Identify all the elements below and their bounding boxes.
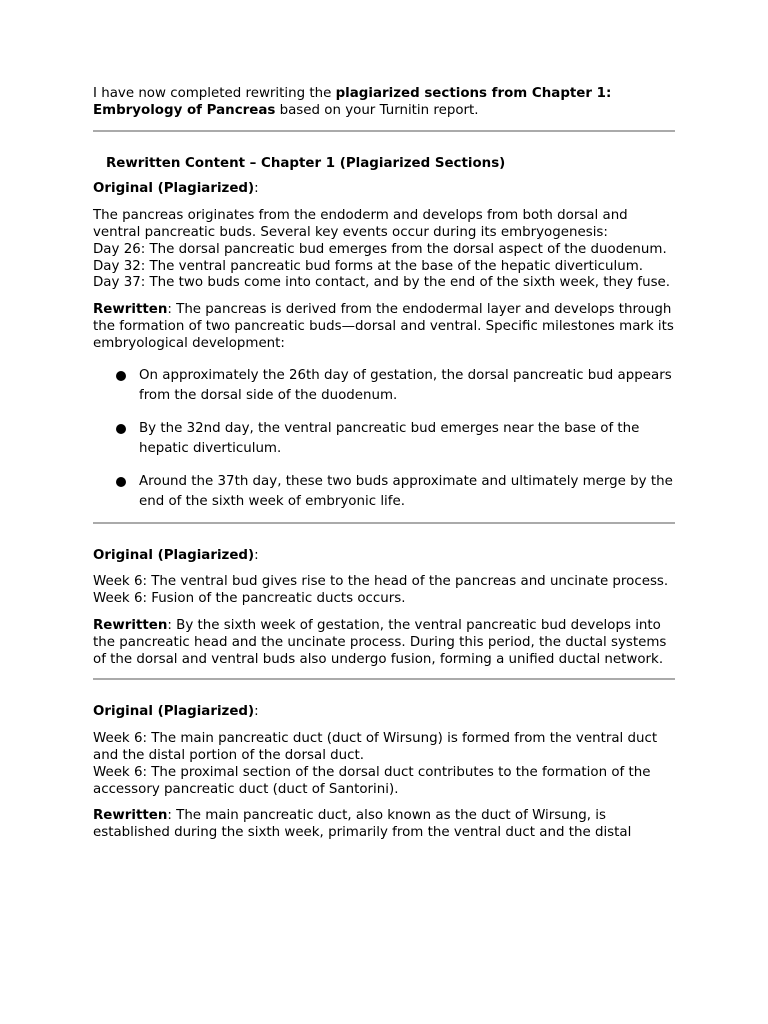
bullet-dot-icon xyxy=(116,424,126,434)
list-item-text: By the 32nd day, the ventral pancreatic bud emerges near the base of the hepatic diverticulum. xyxy=(139,420,640,456)
document-content xyxy=(93,86,675,842)
intro-text-after: based on your Turnitin report. xyxy=(275,102,479,118)
original-line: Day 32: The ventral pancreatic bud forms at the base of the hepatic diverticulum. xyxy=(93,258,644,274)
original-label-3 xyxy=(93,704,675,721)
rewritten-text-1: : The pancreas is derived from the endodermal layer and develops through the formation of two pancreatic buds—dorsal and ventral. Specific milestones mark its embryological development: xyxy=(93,302,674,351)
rewritten-text-2: : By the sixth week of gestation, the ventral pancreatic bud develops into the pancreatic head and the uncinate process. During this period, the ductal systems of the dorsal and ventral buds also undergo fusion, forming a unified ductal network. xyxy=(93,617,667,667)
divider-2 xyxy=(93,522,675,524)
rewritten-label-2: Rewritten xyxy=(93,617,168,633)
original-label-text-1: Original (Plagiarized) xyxy=(93,181,255,197)
original-text-2 xyxy=(93,574,675,608)
intro-bold-text: plagiarized sections from Chapter 1: Embryology of Pancreas xyxy=(93,86,612,118)
original-line: Week 6: The main pancreatic duct (duct of Wirsung) is formed from the ventral duct and the distal portion of the dorsal duct. xyxy=(93,731,658,763)
rewritten-label-1: Rewritten xyxy=(93,302,168,318)
bullet-dot-icon xyxy=(116,477,126,487)
original-label-colon-1: : xyxy=(254,181,259,197)
intro-paragraph xyxy=(93,86,675,120)
list-item-text: On approximately the 26th day of gestation, the dorsal pancreatic bud appears from the dorsal side of the duodenum. xyxy=(139,367,672,403)
intro-text-before: I have now completed rewriting the xyxy=(93,86,336,101)
original-text-1 xyxy=(93,208,675,292)
original-label-text-3: Original (Plagiarized) xyxy=(93,704,255,720)
rewritten-paragraph-2 xyxy=(93,618,675,668)
original-line: Week 6: The proximal section of the dorsal duct contributes to the formation of the accessory pancreatic duct (duct of Santorini). xyxy=(93,764,651,797)
rewritten-paragraph-3 xyxy=(93,808,675,842)
original-line: Day 26: The dorsal pancreatic bud emerges from the dorsal aspect of the duodenum. xyxy=(93,241,667,257)
divider-1 xyxy=(93,130,675,132)
list-item-text: Around the 37th day, these two buds approximate and ultimately merge by the end of the sixth week of embryonic life. xyxy=(139,473,673,509)
original-label-text-2: Original (Plagiarized) xyxy=(93,547,255,563)
original-label-1 xyxy=(93,181,675,198)
original-label-colon-3: : xyxy=(254,704,259,720)
list-item xyxy=(93,419,675,459)
original-label-2 xyxy=(93,548,675,565)
original-text-3 xyxy=(93,731,675,798)
milestone-list xyxy=(93,366,675,512)
rewritten-text-3: : The main pancreatic duct, also known as the duct of Wirsung, is established during the sixth week, primarily from the ventral duct and the distal xyxy=(93,808,632,841)
original-line: Week 6: Fusion of the pancreatic ducts occurs. xyxy=(93,591,406,607)
section-heading: Rewritten Content – Chapter 1 (Plagiarized Sections) xyxy=(106,155,506,171)
original-line: The pancreas originates from the endoderm and develops from both dorsal and ventral pancreatic buds. Several key events occur during its embryogenesis: xyxy=(93,208,628,240)
rewritten-label-3: Rewritten xyxy=(93,808,168,824)
divider-3 xyxy=(93,678,675,680)
original-label-colon-2: : xyxy=(254,547,259,563)
rewritten-paragraph-1 xyxy=(93,302,675,352)
list-item xyxy=(93,366,675,406)
original-line: Day 37: The two buds come into contact, and by the end of the sixth week, they fuse. xyxy=(93,275,671,291)
list-item xyxy=(93,472,675,512)
bullet-dot-icon xyxy=(116,371,126,381)
original-line: Week 6: The ventral bud gives rise to the head of the pancreas and uncinate process. xyxy=(93,574,669,590)
